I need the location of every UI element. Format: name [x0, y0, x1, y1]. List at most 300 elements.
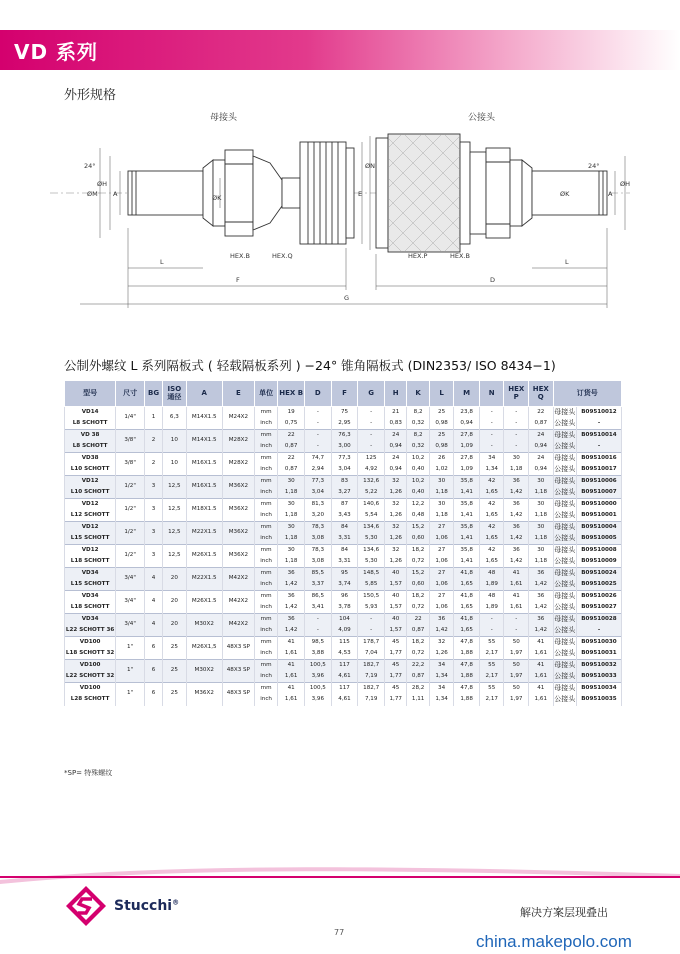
size-cell: 3/4": [116, 591, 145, 614]
value-cell: 3,31: [331, 556, 358, 568]
table-row: [65, 476, 622, 488]
value-cell: 3,96: [305, 671, 332, 683]
value-cell: 27: [429, 591, 454, 603]
value-cell: 76,3: [331, 430, 358, 442]
order-type-cell: 母接头: [554, 638, 576, 646]
value-cell: 134,6: [358, 522, 385, 534]
value-cell: 0,94: [454, 418, 480, 430]
dim-label: G: [344, 294, 350, 302]
thread-e-cell: M36X2: [222, 476, 254, 499]
model-cell: VD12: [65, 499, 116, 511]
table-row: [65, 637, 622, 649]
value-cell: 8,2: [407, 430, 429, 442]
dim-label: A: [113, 190, 118, 198]
value-cell: 27: [429, 568, 454, 580]
value-cell: 100,5: [305, 683, 332, 695]
value-cell: 41,8: [454, 614, 480, 626]
value-cell: 1,18: [429, 510, 454, 522]
value-cell: 24: [385, 453, 407, 465]
value-cell: 1,18: [504, 464, 529, 476]
value-cell: 41: [278, 683, 305, 695]
value-cell: 77,3: [305, 476, 332, 488]
value-cell: 12,2: [407, 499, 429, 511]
value-cell: 1,65: [454, 602, 480, 614]
order-type-cell: 公接头: [553, 625, 576, 637]
value-cell: 0,87: [407, 671, 429, 683]
order-number-cell: B09510026: [577, 591, 622, 603]
bg-cell: 6: [145, 683, 163, 706]
stucchi-logo: [64, 884, 108, 928]
value-cell: 1,57: [385, 579, 407, 591]
value-cell: 5,85: [358, 579, 385, 591]
value-cell: 32: [385, 522, 407, 534]
value-cell: 3,31: [331, 533, 358, 545]
model-cell: VD 38: [65, 430, 116, 442]
size-cell: 3/8": [116, 430, 145, 453]
page-number: 77: [334, 928, 345, 937]
male-coupler: [376, 134, 607, 252]
dim-label: 24°: [84, 162, 96, 170]
value-cell: 30: [429, 476, 454, 488]
page-title: VD 系列: [14, 40, 99, 64]
value-cell: 1,65: [454, 579, 480, 591]
model-cell: VD100: [65, 683, 116, 695]
value-cell: 22: [278, 453, 305, 465]
registered-mark: ®: [172, 898, 180, 907]
value-cell: 27,8: [454, 430, 480, 442]
value-cell: 115: [331, 637, 358, 649]
value-cell: 36: [429, 614, 454, 626]
value-cell: 34: [479, 453, 504, 465]
thread-a-cell: M22X1.5: [186, 522, 222, 545]
order-number-cell: B09510032: [577, 660, 622, 672]
order-type-cell: 公接头: [553, 510, 576, 522]
order-type-cell: 公接头: [553, 533, 576, 545]
thread-e-cell: M42X2: [222, 591, 254, 614]
value-cell: 0,87: [278, 441, 305, 453]
order-type-cell: 公接头: [553, 556, 576, 568]
unit-cell: inch: [254, 625, 277, 637]
thread-e-cell: M42X2: [222, 614, 254, 637]
value-cell: 78,3: [305, 545, 332, 557]
unit-cell: mm: [254, 545, 277, 557]
value-cell: 1,97: [504, 648, 529, 660]
value-cell: 1,42: [529, 579, 554, 591]
value-cell: 24: [529, 430, 554, 442]
value-cell: 40: [385, 614, 407, 626]
value-cell: 132,6: [358, 476, 385, 488]
value-cell: 1,41: [454, 487, 480, 499]
value-cell: 47,8: [454, 637, 480, 649]
value-cell: 22: [407, 614, 429, 626]
value-cell: 41,8: [454, 568, 480, 580]
value-cell: 35,8: [454, 545, 480, 557]
value-cell: 83: [331, 476, 358, 488]
value-cell: 1,34: [429, 694, 454, 706]
bg-cell: 4: [145, 614, 163, 637]
iso-cell: 20: [163, 591, 186, 614]
value-cell: -: [305, 614, 332, 626]
table-heading: 公制外螺纹 L 系列隔板式 ( 轻载隔板系列 ) −24° 锥角隔板式 (DIN2353/ ISO 8434−1): [64, 358, 556, 373]
value-cell: 2,17: [479, 694, 504, 706]
unit-cell: mm: [254, 591, 277, 603]
value-cell: 5,30: [358, 556, 385, 568]
value-cell: 1,26: [385, 510, 407, 522]
value-cell: 1,26: [385, 556, 407, 568]
value-cell: 45: [385, 660, 407, 672]
model-sub-cell: L15 SCHOTT: [65, 533, 116, 545]
value-cell: -: [504, 407, 529, 419]
value-cell: -: [358, 614, 385, 626]
value-cell: 0,60: [407, 579, 429, 591]
value-cell: 78,3: [305, 522, 332, 534]
value-cell: 1,02: [429, 464, 454, 476]
value-cell: 1,18: [278, 533, 305, 545]
value-cell: 1,26: [385, 487, 407, 499]
value-cell: 30: [504, 453, 529, 465]
value-cell: 1,61: [504, 602, 529, 614]
order-number-cell: B09510025: [577, 579, 622, 591]
order-number-cell: B09510027: [577, 602, 622, 614]
value-cell: 32: [385, 476, 407, 488]
order-number-cell: -: [577, 441, 622, 453]
value-cell: 36: [278, 614, 305, 626]
value-cell: 24: [529, 453, 554, 465]
dim-label: HEX.B: [230, 252, 250, 260]
value-cell: 50: [504, 660, 529, 672]
table-body: [65, 407, 622, 706]
iso-cell: 25: [163, 637, 186, 660]
order-number-cell: B09510016: [577, 453, 622, 465]
table-row: [65, 430, 622, 442]
value-cell: 1,42: [504, 533, 529, 545]
value-cell: 2,94: [305, 464, 332, 476]
value-cell: 41: [278, 660, 305, 672]
order-type-cell: 母接头: [554, 684, 576, 692]
value-cell: 1,18: [529, 487, 554, 499]
order-number-cell: B09510031: [577, 648, 622, 660]
thread-e-cell: 48X3 SP: [222, 637, 254, 660]
value-cell: 1,97: [504, 694, 529, 706]
value-cell: 36: [504, 476, 529, 488]
unit-cell: inch: [254, 533, 277, 545]
value-cell: 3,88: [305, 648, 332, 660]
value-cell: 1,18: [529, 556, 554, 568]
value-cell: 30: [529, 476, 554, 488]
bg-cell: 4: [145, 591, 163, 614]
model-cell: VD100: [65, 637, 116, 649]
table-row: [65, 660, 622, 672]
column-header: E: [222, 381, 254, 407]
size-cell: 1/2": [116, 499, 145, 522]
table-row: [65, 453, 622, 465]
value-cell: 0,32: [407, 441, 429, 453]
order-number-cell: B09510001: [577, 510, 622, 522]
value-cell: 45: [385, 637, 407, 649]
value-cell: 182,7: [358, 660, 385, 672]
value-cell: 1,42: [429, 625, 454, 637]
value-cell: 125: [358, 453, 385, 465]
value-cell: 25: [429, 430, 454, 442]
table-row: [65, 545, 622, 557]
value-cell: 2,95: [331, 418, 358, 430]
value-cell: 42: [479, 545, 504, 557]
thread-e-cell: M42X2: [222, 568, 254, 591]
value-cell: 30: [529, 499, 554, 511]
size-cell: 1/2": [116, 545, 145, 568]
value-cell: 1,89: [479, 602, 504, 614]
value-cell: -: [479, 441, 504, 453]
model-cell: VD100: [65, 660, 116, 672]
dim-label: ØK: [560, 190, 570, 198]
column-header: 尺寸: [116, 381, 145, 407]
unit-cell: inch: [254, 487, 277, 499]
value-cell: 85,5: [305, 568, 332, 580]
value-cell: 30: [278, 499, 305, 511]
order-type-cell: 母接头: [554, 546, 576, 554]
value-cell: -: [358, 625, 385, 637]
value-cell: 55: [479, 683, 504, 695]
value-cell: 1,06: [429, 556, 454, 568]
value-cell: 1,41: [454, 556, 480, 568]
value-cell: 30: [278, 545, 305, 557]
value-cell: -: [305, 625, 332, 637]
order-type-cell: 母接头: [554, 500, 576, 508]
model-sub-cell: L8 SCHOTT: [65, 418, 116, 430]
value-cell: 41: [529, 637, 554, 649]
value-cell: 10,2: [407, 476, 429, 488]
value-cell: 18,2: [407, 545, 429, 557]
table-row: [65, 614, 622, 626]
value-cell: 1,65: [479, 510, 504, 522]
order-type-cell: 公接头: [553, 648, 576, 660]
value-cell: 1,65: [479, 556, 504, 568]
value-cell: 1,18: [429, 487, 454, 499]
value-cell: 3,27: [331, 487, 358, 499]
value-cell: 36: [278, 568, 305, 580]
value-cell: 22: [529, 407, 554, 419]
value-cell: 3,20: [305, 510, 332, 522]
value-cell: 1,26: [429, 648, 454, 660]
value-cell: 100,5: [305, 660, 332, 672]
value-cell: 28,2: [407, 683, 429, 695]
value-cell: 178,7: [358, 637, 385, 649]
value-cell: 117: [331, 683, 358, 695]
value-cell: 0,75: [278, 418, 305, 430]
value-cell: 3,08: [305, 556, 332, 568]
dim-label: ØH: [620, 180, 631, 188]
column-header: L: [429, 381, 454, 407]
value-cell: 2,17: [479, 648, 504, 660]
value-cell: 27,8: [454, 453, 480, 465]
iso-cell: 12,5: [163, 499, 186, 522]
value-cell: 0,40: [407, 487, 429, 499]
value-cell: 22,2: [407, 660, 429, 672]
model-sub-cell: L15 SCHOTT: [65, 579, 116, 591]
thread-a-cell: M26X1,5: [186, 637, 222, 660]
value-cell: 47,8: [454, 683, 480, 695]
order-number-cell: B09510009: [577, 556, 622, 568]
bg-cell: 4: [145, 568, 163, 591]
unit-cell: mm: [254, 476, 277, 488]
value-cell: 35,8: [454, 499, 480, 511]
size-cell: 1": [116, 637, 145, 660]
value-cell: 41: [504, 568, 529, 580]
order-type-cell: 公接头: [553, 418, 576, 430]
order-type-cell: 公接头: [553, 671, 576, 683]
female-coupler: [128, 142, 354, 244]
value-cell: -: [479, 614, 504, 626]
column-header: 单位: [254, 381, 277, 407]
size-cell: 1/4": [116, 407, 145, 430]
value-cell: 77,3: [331, 453, 358, 465]
value-cell: 87: [331, 499, 358, 511]
thread-a-cell: M36X2: [186, 683, 222, 706]
order-number-cell: B09510024: [577, 568, 622, 580]
column-header: H: [385, 381, 407, 407]
value-cell: 0,94: [529, 464, 554, 476]
value-cell: 1,11: [407, 694, 429, 706]
order-type-cell: 公接头: [553, 487, 576, 499]
value-cell: 0,94: [385, 441, 407, 453]
value-cell: 36: [504, 499, 529, 511]
unit-cell: inch: [254, 464, 277, 476]
value-cell: 1,06: [429, 533, 454, 545]
value-cell: 1,65: [479, 487, 504, 499]
size-cell: 3/4": [116, 614, 145, 637]
table-row: [65, 683, 622, 695]
value-cell: 34: [429, 683, 454, 695]
value-cell: -: [479, 625, 504, 637]
iso-cell: 25: [163, 660, 186, 683]
value-cell: -: [479, 407, 504, 419]
value-cell: 24: [385, 430, 407, 442]
value-cell: 1,34: [479, 464, 504, 476]
column-header: 型号: [65, 381, 116, 407]
value-cell: 1,06: [429, 579, 454, 591]
model-sub-cell: L18 SCHOTT: [65, 556, 116, 568]
model-sub-cell: L28 SCHOTT: [65, 694, 116, 706]
value-cell: 1,61: [278, 671, 305, 683]
unit-cell: mm: [254, 637, 277, 649]
unit-cell: mm: [254, 453, 277, 465]
value-cell: 1,89: [479, 579, 504, 591]
value-cell: 86,5: [305, 591, 332, 603]
value-cell: 1,42: [504, 487, 529, 499]
value-cell: 1,61: [529, 671, 554, 683]
unit-cell: mm: [254, 522, 277, 534]
iso-cell: 12,5: [163, 545, 186, 568]
value-cell: 1,41: [454, 510, 480, 522]
value-cell: -: [479, 418, 504, 430]
thread-e-cell: 48X3 SP: [222, 683, 254, 706]
value-cell: 1,88: [454, 671, 480, 683]
unit-cell: inch: [254, 441, 277, 453]
column-header: ISO 通径: [163, 381, 186, 407]
value-cell: 30: [529, 522, 554, 534]
value-cell: -: [358, 407, 385, 419]
value-cell: 55: [479, 637, 504, 649]
value-cell: 1,77: [385, 694, 407, 706]
model-sub-cell: L12 SCHOTT: [65, 510, 116, 522]
table-row: [65, 407, 622, 419]
iso-cell: 10: [163, 430, 186, 453]
value-cell: 182,7: [358, 683, 385, 695]
order-type-cell: 母接头: [554, 569, 576, 577]
column-header: G: [358, 381, 385, 407]
table-row: [65, 568, 622, 580]
model-sub-cell: L22 SCHOTT 36: [65, 625, 116, 637]
order-type-cell: 母接头: [554, 592, 576, 600]
order-number-cell: -: [577, 418, 622, 430]
size-cell: 1/2": [116, 476, 145, 499]
model-sub-cell: L10 SCHOTT: [65, 464, 116, 476]
value-cell: 8,2: [407, 407, 429, 419]
order-type-cell: 公接头: [553, 441, 576, 453]
value-cell: 27: [429, 545, 454, 557]
thread-a-cell: M22X1.5: [186, 568, 222, 591]
slogan: 解决方案层现叠出: [520, 906, 608, 919]
value-cell: 134,6: [358, 545, 385, 557]
value-cell: 0,72: [407, 602, 429, 614]
model-sub-cell: L18 SCHOTT 32: [65, 648, 116, 660]
column-header: HEX Q: [529, 381, 554, 407]
value-cell: 1,18: [529, 533, 554, 545]
column-header: HEX P: [504, 381, 529, 407]
value-cell: 2,17: [479, 671, 504, 683]
order-number-cell: B09510033: [577, 671, 622, 683]
thread-a-cell: M26X1.5: [186, 545, 222, 568]
value-cell: 140,6: [358, 499, 385, 511]
value-cell: -: [305, 441, 332, 453]
value-cell: 35,8: [454, 476, 480, 488]
model-cell: VD34: [65, 591, 116, 603]
order-number-cell: B09510014: [577, 430, 622, 442]
value-cell: -: [504, 418, 529, 430]
section-title: 外形规格: [64, 88, 117, 103]
value-cell: -: [305, 418, 332, 430]
value-cell: 1,57: [385, 602, 407, 614]
dim-label: ØK: [212, 194, 222, 202]
value-cell: -: [305, 430, 332, 442]
unit-cell: inch: [254, 556, 277, 568]
value-cell: 48: [479, 568, 504, 580]
column-header: F: [331, 381, 358, 407]
value-cell: 25: [429, 407, 454, 419]
order-type-cell: 母接头: [554, 408, 576, 416]
order-type-cell: 公接头: [553, 579, 576, 591]
iso-cell: 25: [163, 683, 186, 706]
value-cell: 84: [331, 522, 358, 534]
bg-cell: 6: [145, 660, 163, 683]
value-cell: 36: [504, 545, 529, 557]
thread-a-cell: M30X2: [186, 614, 222, 637]
thread-e-cell: M24X2: [222, 407, 254, 430]
value-cell: 30: [278, 476, 305, 488]
value-cell: 40: [385, 568, 407, 580]
value-cell: 1,42: [504, 556, 529, 568]
unit-cell: mm: [254, 499, 277, 511]
value-cell: 1,65: [479, 533, 504, 545]
value-cell: 3,37: [305, 579, 332, 591]
order-number-cell: B09510000: [577, 499, 622, 511]
value-cell: 34: [429, 660, 454, 672]
unit-cell: mm: [254, 614, 277, 626]
value-cell: 0,94: [385, 464, 407, 476]
unit-cell: inch: [254, 694, 277, 706]
value-cell: -: [358, 441, 385, 453]
column-header: D: [305, 381, 332, 407]
